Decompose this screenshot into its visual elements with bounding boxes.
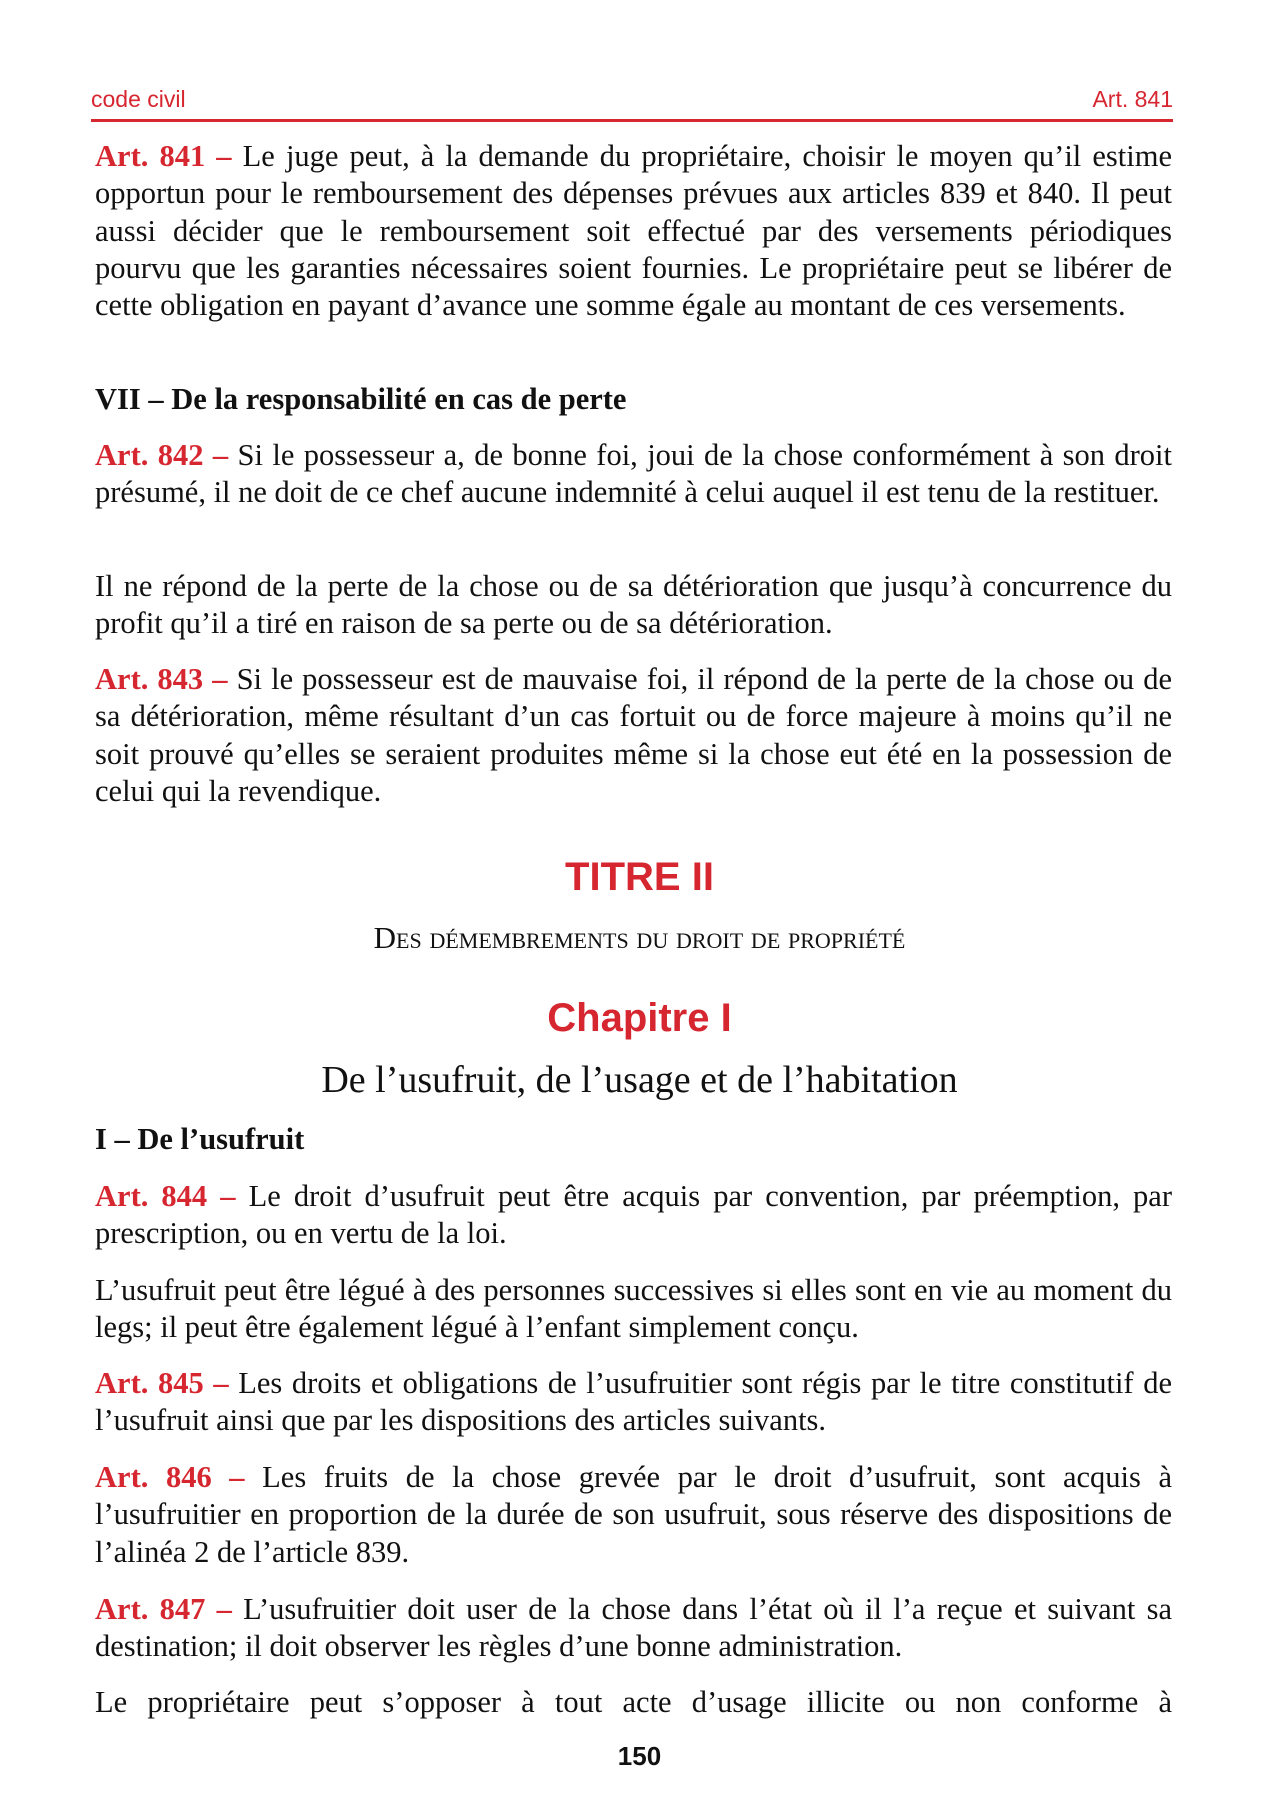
article-text: Le juge peut, à la demande du propriétaire, choisir le moyen qu’il estime opportun pour le remboursement des dépenses prévues aux articles 839 et 840. Il peut aussi décider que le remboursement soit effectué par des versements périodiques pourvu que les garanties nécessaires soient fournies. Le propriétaire peut se libérer de cette obligation en payant d’avance une somme égale au montant de ces versements. (95, 139, 1172, 323)
article-841 (95, 138, 1172, 324)
titre-heading: TITRE II (565, 855, 714, 899)
article-text: Si le possesseur est de mauvaise foi, il répond de la perte de la chose ou de sa détérioration, même résultant d’un cas fortuit ou de force majeure à moins qu’il ne soit prouvé qu’elles se seraient produites même si la chose eut été en la possession de celui qui la revendique. (95, 662, 1172, 808)
page-number: 150 (617, 1741, 662, 1771)
article-label: Art. 844 – (95, 1179, 236, 1213)
running-header-right: Art. 841 (1092, 86, 1173, 112)
chapter-heading: Chapitre I (547, 996, 732, 1040)
article-text: Les droits et obligations de l’usufruitier sont régis par le titre constitutif de l’usufruit ainsi que par les dispositions des articles suivants. (95, 1366, 1173, 1438)
article-text: L’usufruitier doit user de la chose dans l’état où il l’a reçue et suivant sa destination; il doit observer les règles d’une bonne administration. (95, 1592, 1173, 1664)
article-text: Si le possesseur a, de bonne foi, joui de la chose conformément à son droit présumé, il ne doit de ce chef aucune indemnité à celui auquel il est tenu de la restituer. (95, 438, 1173, 510)
article-845 (95, 1365, 1172, 1440)
section-heading-vii: VII – De la responsabilité en cas de perte (95, 382, 627, 416)
article-text: Le droit d’usufruit peut être acquis par convention, par préemption, par prescription, ou en vertu de la loi. (95, 1179, 1173, 1251)
article-label: Art. 843 – (95, 662, 228, 696)
header-rule (91, 119, 1173, 122)
chapter-subtitle: De l’usufruit, de l’usage et de l’habitation (321, 1059, 958, 1101)
article-847 (95, 1591, 1172, 1666)
paragraph: Il ne répond de la perte de la chose ou de sa détérioration que jusqu’à concurrence du profit qu’il a tiré en raison de sa perte ou de sa détérioration. (95, 569, 1172, 641)
section-heading-i: I – De l’usufruit (95, 1122, 305, 1156)
article-label: Art. 846 – (95, 1460, 245, 1494)
paragraph: L’usufruit peut être légué à des personnes successives si elles sont en vie au moment du legs; il peut être également légué à l’enfant simplement conçu. (95, 1273, 1172, 1345)
article-label: Art. 842 – (95, 438, 229, 472)
running-header-left: code civil (91, 86, 186, 112)
article-844 (95, 1178, 1172, 1253)
article-label: Art. 847 – (95, 1592, 232, 1626)
article-842 (95, 437, 1172, 512)
article-label: Art. 845 – (95, 1366, 229, 1400)
article-843 (95, 661, 1172, 810)
paragraph: Le propriétaire peut s’opposer à tout acte d’usage illicite ou non conforme à (95, 1685, 1172, 1719)
article-846 (95, 1459, 1172, 1571)
article-text: Les fruits de la chose grevée par le droit d’usufruit, sont acquis à l’usufruitier en proportion de la durée de son usufruit, sous réserve des dispositions de l’alinéa 2 de l’article 839. (95, 1460, 1173, 1569)
titre-subtitle: Des démembrements du droit de propriété (373, 920, 906, 955)
article-label: Art. 841 – (95, 139, 232, 173)
